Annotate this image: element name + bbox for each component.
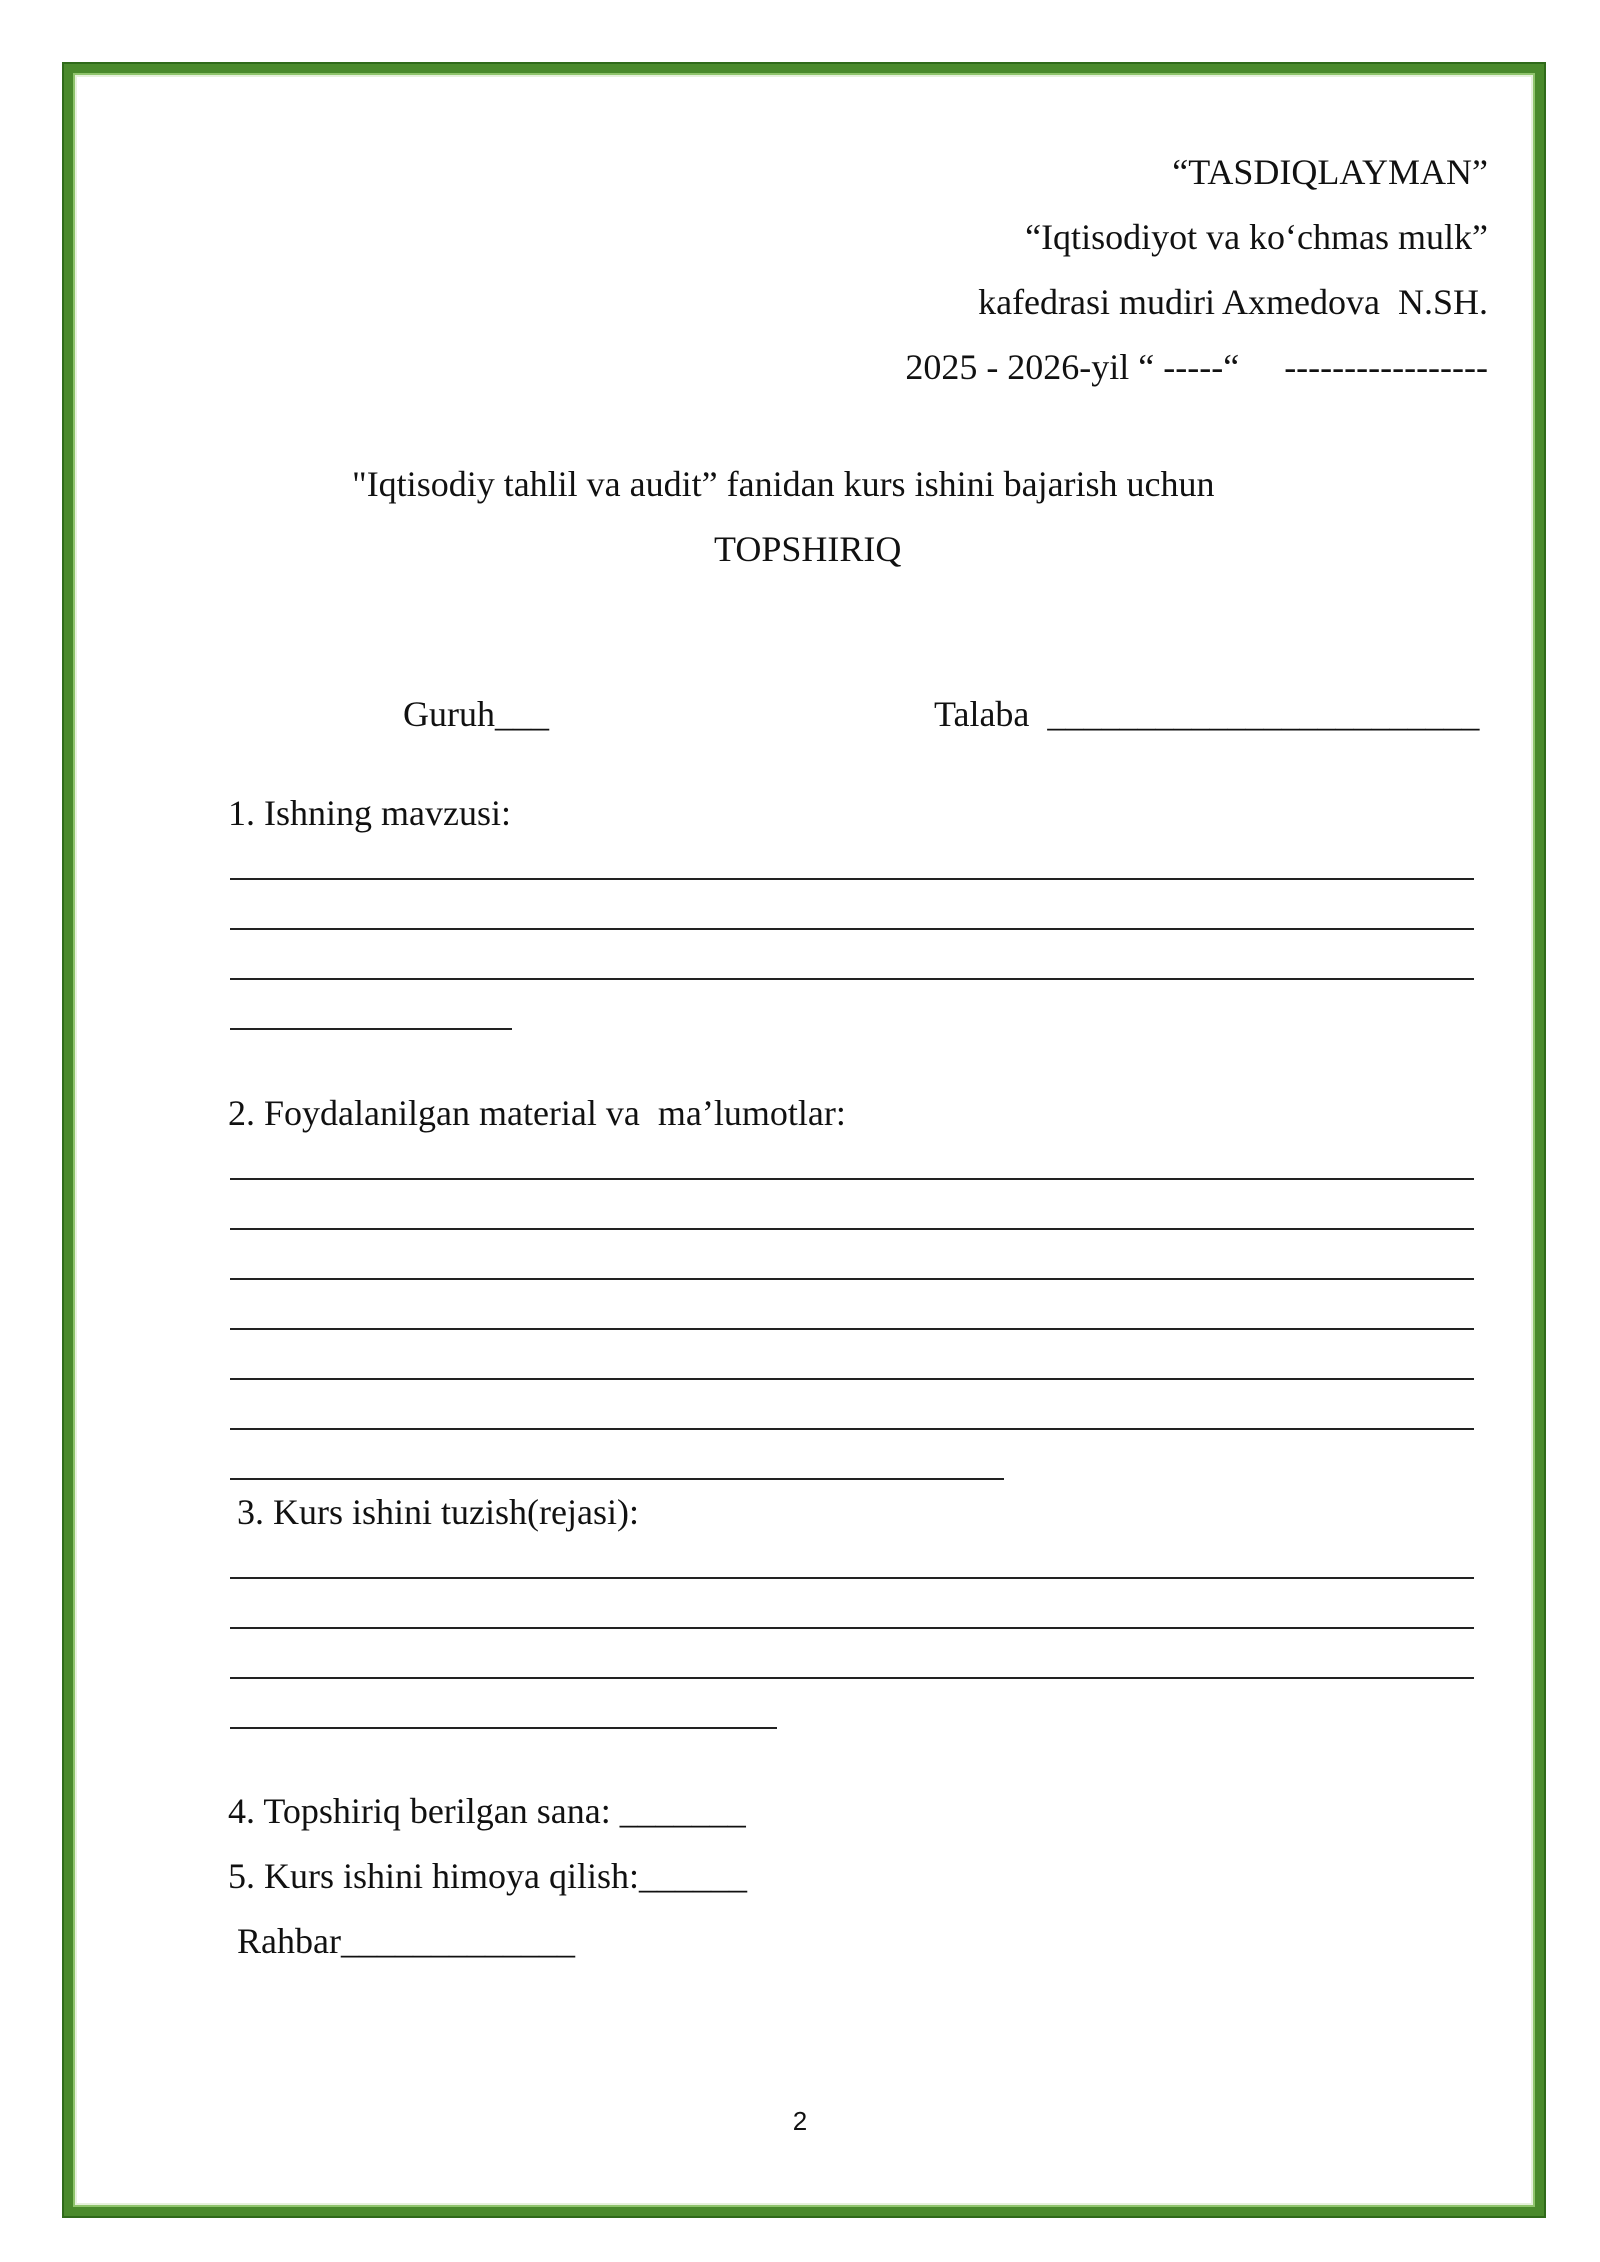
topic-line[interactable] [230,1028,512,1030]
group-field[interactable]: Guruh___ [403,694,549,734]
plan-line[interactable] [230,1727,777,1729]
course-subject-line: "Iqtisodiy tahlil va audit” fanidan kurs ishini bajarish uchun [352,464,1215,504]
plan-line[interactable] [230,1577,1474,1579]
materials-line[interactable] [230,1378,1474,1380]
section-topic-label: 1. Ishning mavzusi: [228,793,511,833]
topic-line[interactable] [230,978,1474,980]
plan-line[interactable] [230,1677,1474,1679]
topic-line[interactable] [230,928,1474,930]
supervisor-field[interactable]: Rahbar_____________ [228,1921,575,1961]
materials-line[interactable] [230,1228,1474,1230]
section-materials-label: 2. Foydalanilgan material va ma’lumotlar: [228,1093,846,1133]
materials-line[interactable] [230,1178,1474,1180]
materials-line[interactable] [230,1428,1474,1430]
department-head: kafedrasi mudiri Axmedova N.SH. [978,282,1488,322]
approval-heading: “TASDIQLAYMAN” [1172,152,1488,192]
materials-line[interactable] [230,1278,1474,1280]
defense-field[interactable]: 5. Kurs ishini himoya qilish:______ [228,1856,748,1896]
materials-line[interactable] [230,1478,1004,1480]
materials-line[interactable] [230,1328,1474,1330]
topic-line[interactable] [230,878,1474,880]
section-plan-label: 3. Kurs ishini tuzish(rejasi): [228,1492,639,1532]
student-field[interactable]: Talaba ________________________ [934,694,1480,734]
task-date-field[interactable]: 4. Topshiriq berilgan sana: _______ [228,1791,746,1831]
page-number: 2 [792,2106,808,2136]
department-name: “Iqtisodiyot va ko‘chmas mulk” [1025,217,1488,257]
document-title: TOPSHIRIQ [714,529,902,569]
plan-line[interactable] [230,1627,1474,1629]
approval-date-line: 2025 - 2026-yil “ -----“ ----------------- [905,347,1488,387]
